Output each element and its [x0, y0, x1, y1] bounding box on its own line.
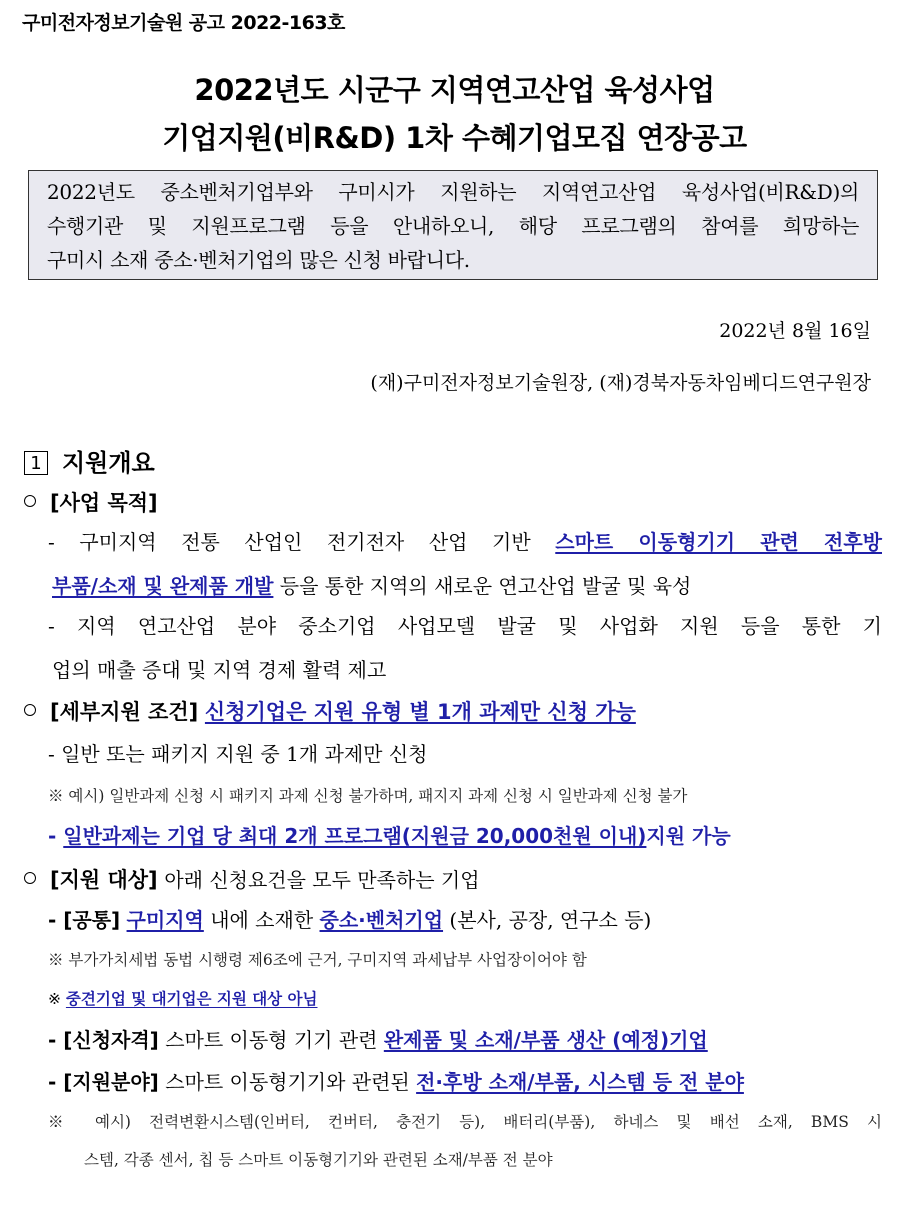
purpose-item1-emph1: 스마트 이동형기기 관련 전후방 [555, 530, 882, 554]
purpose-item1-line2 [52, 570, 691, 599]
target-common-emph1: 구미지역 [126, 908, 204, 932]
section-heading [24, 443, 155, 478]
target-common-emph2: 중소·벤처기업 [319, 908, 444, 932]
target-qual-text: 스마트 이동형 기기 관련 [165, 1028, 378, 1052]
conditions-item2-dash: - [48, 824, 64, 848]
target-qual-label: - [신청자격] [48, 1028, 159, 1052]
purpose-item1-emph2: 부품/소재 및 완제품 개발 [52, 574, 274, 598]
target-desc: 아래 신청요건을 모두 만족하는 기업 [164, 868, 480, 892]
circle-bullet-icon [24, 872, 36, 884]
conditions-item1: - 일반 또는 패키지 지원 중 1개 과제만 신청 [48, 742, 428, 766]
intro-line1: 2022년도 중소벤처기업부와 구미시가 지원하는 지역연고산업 육성사업(비R&D)의 [47, 180, 859, 204]
target-field-label: - [지원분야] [48, 1070, 159, 1094]
target-field [48, 1066, 744, 1095]
target-note2 [48, 987, 318, 1009]
target-common-label: - [공통] [48, 908, 121, 932]
target-common-mid: 내에 소재한 [210, 908, 314, 932]
conditions-emph: 신청기업은 지원 유형 별 1개 과제만 신청 가능 [204, 700, 636, 724]
purpose-item2-line1-text: - 지역 연고산업 분야 중소기업 사업모델 발굴 및 사업화 지원 등을 통한 기 [48, 614, 882, 638]
target-note1: ※ 부가가치세법 동법 시행령 제6조에 근거, 구미지역 과세납부 사업장이어야 함 [48, 951, 587, 969]
conditions-item2 [48, 820, 731, 849]
section-title: 지원개요 [62, 449, 155, 477]
issuer: (재)구미전자정보기술원장, (재)경북자동차임베디드연구원장 [370, 372, 871, 394]
circle-bullet-icon [24, 495, 36, 507]
target-field-text: 스마트 이동형기기와 관련된 [165, 1070, 410, 1094]
circle-bullet-icon [24, 704, 36, 716]
conditions-item2-emph: 일반과제는 기업 당 최대 2개 프로그램(지원금 20,000천원 이내) [63, 824, 647, 848]
conditions-note1: ※ 예시) 일반과제 신청 시 패키지 과제 신청 불가하며, 패지지 과제 신청 시 일반과제 신청 불가 [48, 787, 688, 805]
intro-box [28, 170, 878, 280]
target-note3-line2: 스템, 각종 센서, 칩 등 스마트 이동형기기와 관련된 소재/부품 전 분야 [84, 1151, 553, 1169]
intro-line2: 수행기관 및 지원프로그램 등을 안내하오니, 해당 프로그램의 참여를 희망하는 [47, 214, 859, 238]
notice-number: 구미전자정보기술원 공고 2022-163호 [22, 12, 345, 34]
purpose-label: [사업 목적] [50, 491, 158, 515]
purpose-item2-line1 [48, 612, 882, 640]
target-note2-mark: ※ [48, 990, 66, 1008]
target-common [48, 904, 651, 933]
target-note2-emph: 중견기업 및 대기업은 지원 대상 아님 [65, 990, 318, 1008]
purpose-item1-line1 [48, 528, 882, 556]
target-note3-line1 [48, 1108, 882, 1136]
conditions-heading [24, 696, 636, 726]
target-heading [24, 864, 480, 894]
conditions-label: [세부지원 조건] [50, 700, 199, 724]
target-field-emph: 전·후방 소재/부품, 시스템 등 전 분야 [416, 1070, 744, 1094]
intro-line3: 구미시 소재 중소·벤처기업의 많은 신청 바랍니다. [47, 248, 470, 272]
purpose-item1-prefix: - 구미지역 전통 산업인 전기전자 산업 기반 [48, 530, 531, 554]
notice-date: 2022년 8월 16일 [719, 320, 871, 342]
purpose-heading [24, 487, 158, 517]
purpose-item1-suffix: 등을 통한 지역의 새로운 연고산업 발굴 및 육성 [279, 574, 692, 598]
purpose-item2-line2: 업의 매출 증대 및 지역 경제 활력 제고 [52, 658, 387, 682]
target-qual-emph: 완제품 및 소재/부품 생산 (예정)기업 [383, 1028, 708, 1052]
page-title-line1: 2022년도 시군구 지역연고산업 육성사업 [194, 73, 715, 107]
conditions-item2-suffix: 지원 가능 [646, 824, 731, 848]
target-common-suffix: (본사, 공장, 연구소 등) [449, 908, 652, 932]
target-qualification [48, 1024, 708, 1053]
page-title-line2: 기업지원(비R&D) 1차 수혜기업모집 연장공고 [162, 121, 747, 155]
section-number-box: 1 [24, 451, 48, 475]
target-note3-line1-text: ※ 예시) 전력변환시스템(인버터, 컨버터, 충전기 등), 배터리(부품), 하네스 및 배선 소재, BMS 시 [48, 1113, 882, 1131]
target-label: [지원 대상] [50, 868, 158, 892]
